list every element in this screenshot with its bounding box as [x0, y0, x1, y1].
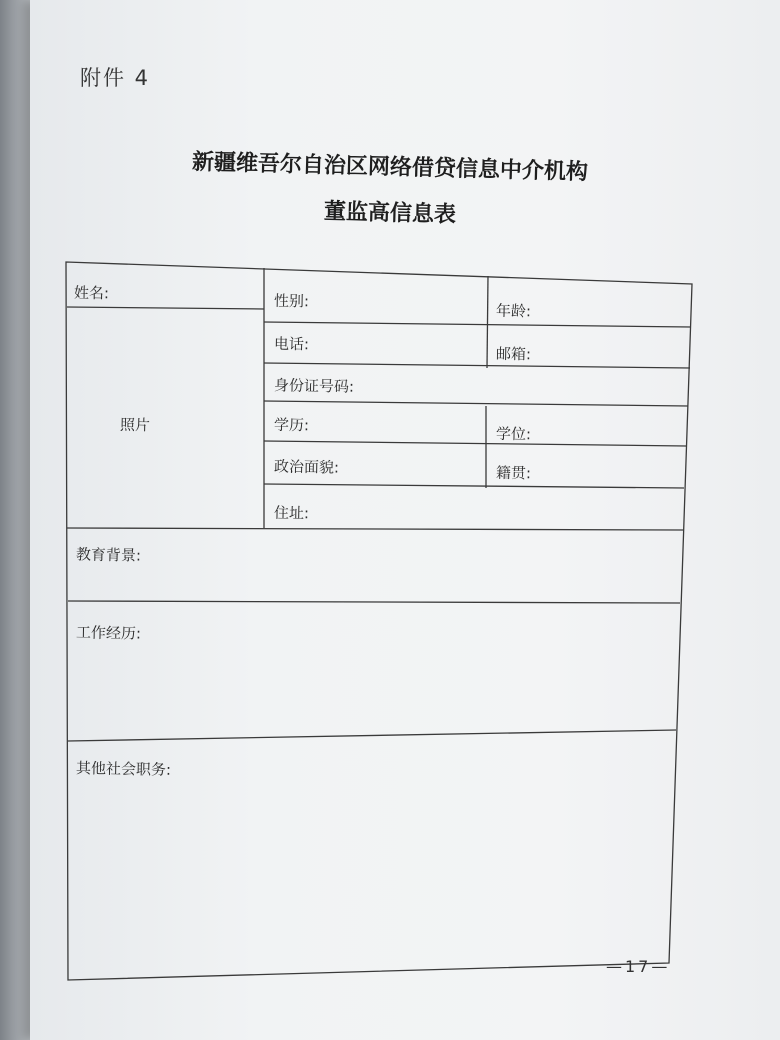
education-label: 学历: [273, 415, 310, 435]
address-label: 住址: [273, 503, 310, 523]
row-line-8 [68, 730, 676, 741]
row-line-1 [264, 322, 691, 327]
native-place-label: 籍贯: [495, 463, 532, 483]
row-line-2 [264, 363, 690, 368]
document-subtitle: 董监高信息表 [323, 198, 457, 228]
gender-label: 性别: [273, 291, 310, 311]
right-column-line-top [487, 276, 488, 368]
row-line-name [67, 307, 264, 309]
name-label: 姓名: [73, 283, 110, 303]
row-line-4 [264, 441, 686, 446]
row-line-6 [67, 528, 683, 530]
page-number: —17— [606, 957, 671, 976]
document-title: 新疆维吾尔自治区网络借贷信息中介机构 [191, 148, 589, 186]
attachment-label: 附件 4 [80, 66, 151, 90]
work-history-label: 工作经历: [75, 623, 142, 643]
email-label: 邮箱: [495, 344, 532, 364]
degree-label: 学位: [495, 424, 532, 444]
row-line-3 [264, 401, 688, 406]
education-background-label: 教育背景: [75, 545, 142, 565]
id-number-label: 身份证号码: [273, 376, 355, 396]
political-status-label: 政治面貌: [273, 457, 340, 477]
photo-label: 照片 [119, 415, 151, 435]
age-label: 年龄: [495, 301, 532, 321]
row-line-7 [68, 601, 680, 603]
phone-label: 电话: [273, 334, 310, 354]
other-duties-label: 其他社会职务: [75, 759, 172, 779]
table-outer-border [66, 262, 692, 980]
row-line-5 [264, 484, 684, 488]
